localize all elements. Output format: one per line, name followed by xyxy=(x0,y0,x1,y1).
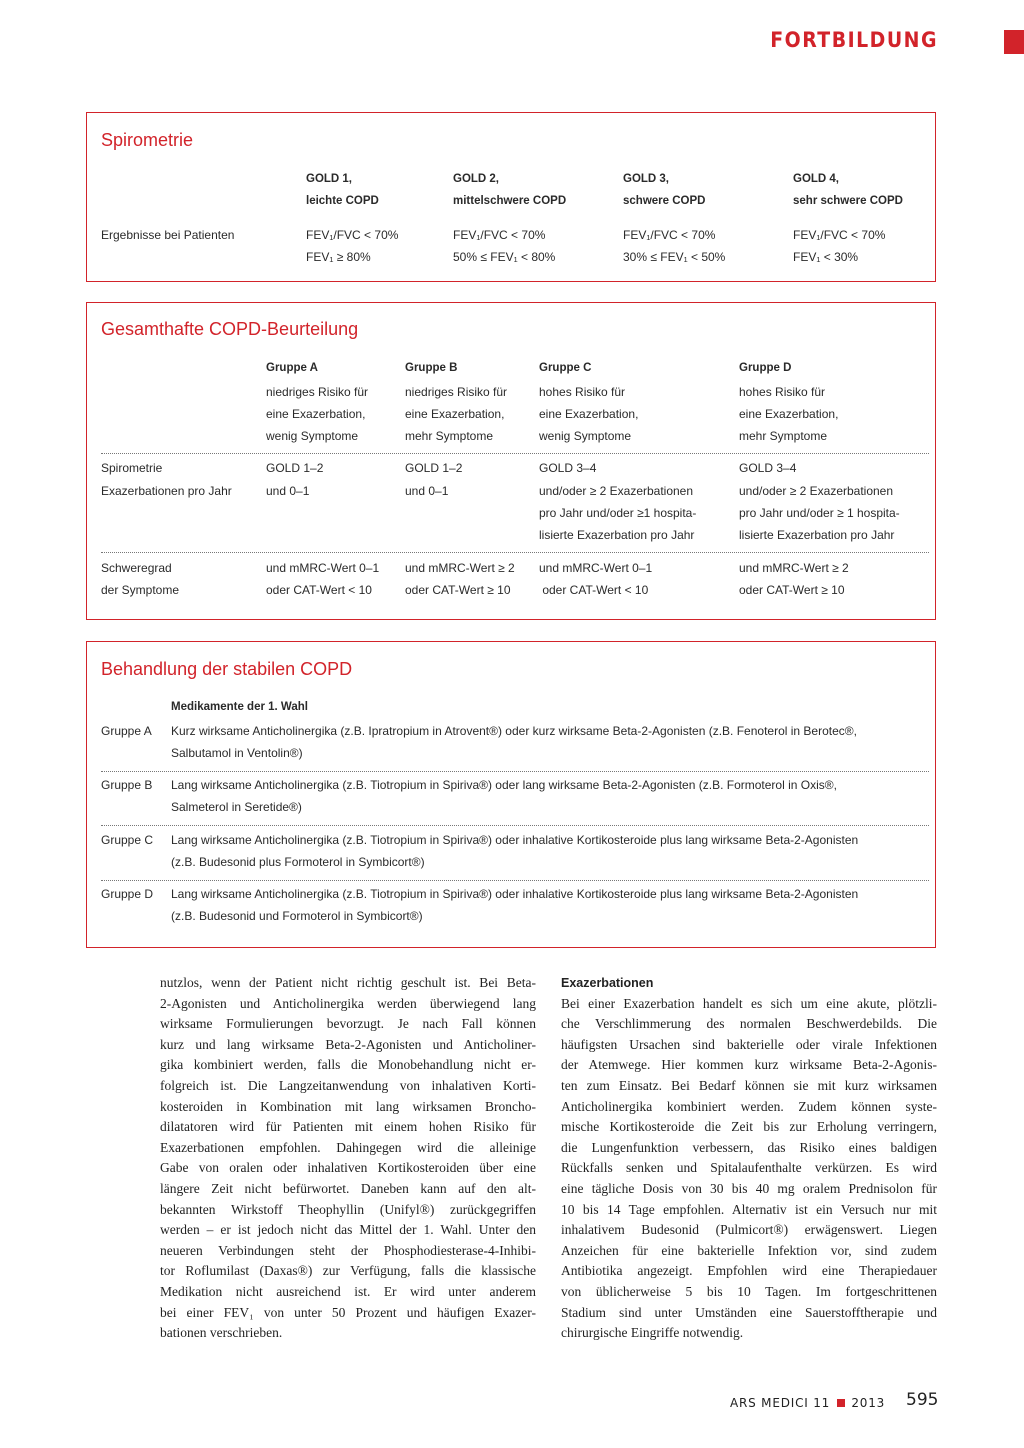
group-b-gold: GOLD 1–2 xyxy=(405,461,463,475)
gold3-label: GOLD 3, xyxy=(623,173,670,185)
body-right-column xyxy=(561,973,937,1344)
group-c-cat: oder CAT-Wert < 10 xyxy=(539,583,649,597)
behandlung-group-c: Gruppe C xyxy=(101,833,154,847)
group-c-exa2: pro Jahr und/oder ≥1 hospita- xyxy=(539,506,697,520)
gold3-value2: 30% ≤ FEV₁ < 50% xyxy=(623,250,726,264)
group-b-desc1: niedriges Risiko für xyxy=(405,385,508,399)
left-line: kosteroiden in Kombination mit lang wirksamen Broncho- xyxy=(160,1098,536,1114)
group-c-exa1: und/oder ≥ 2 Exazerbationen xyxy=(539,484,694,498)
behandlung-c-line2: (z.B. Budesonid plus Formoterol in Symbicort®) xyxy=(171,855,425,869)
left-line: tor Roflumilast (Daxas®) zur Verfügung, falls die klassische xyxy=(160,1263,536,1279)
behandlung-b-line2: Salmeterol in Seretide®) xyxy=(171,800,302,814)
group-a-cat: oder CAT-Wert < 10 xyxy=(266,583,372,597)
divider xyxy=(101,552,929,553)
gold2-label: GOLD 2, xyxy=(453,173,500,185)
schweregrad-label-1: Schweregrad xyxy=(101,561,172,575)
group-b-desc3: mehr Symptome xyxy=(405,429,494,443)
behandlung-a-line1: Kurz wirksame Anticholinergika (z.B. Ipratropium in Atrovent®) oder kurz wirksame Beta-2-Agonisten (z.B. Fenoterol in Berotec®, xyxy=(171,724,857,738)
medikamente-header: Medikamente der 1. Wahl xyxy=(171,701,308,713)
right-line: 10 bis 14 Tage empfohlen. Alternativ ist ein Versuch nur mit xyxy=(561,1201,937,1217)
left-line: nutzlos, wenn der Patient nicht richtig geschult ist. Bei Beta- xyxy=(160,975,536,990)
group-d-desc1: hohes Risiko für xyxy=(739,385,826,399)
group-d-exa2: pro Jahr und/oder ≥ 1 hospita- xyxy=(739,506,900,520)
group-b-desc2: eine Exazerbation, xyxy=(405,407,505,421)
gold2-value1: FEV₁/FVC < 70% xyxy=(453,228,546,242)
right-line: die Lungenfunktion verbessern, das Risiko eines baldigen xyxy=(561,1139,937,1155)
journal-name: ARS MEDICI 11 xyxy=(730,1396,831,1410)
behandlung-b-line1: Lang wirksame Anticholinergika (z.B. Tiotropium in Spiriva®) oder lang wirksame Beta-2-Agonisten (z.B. Formoterol in Oxis®, xyxy=(171,778,837,792)
body-left-column xyxy=(160,973,536,1344)
left-line: Gabe von oralen oder inhalativen Kortikosteroiden über eine xyxy=(160,1160,536,1176)
behandlung-c-line1: Lang wirksame Anticholinergika (z.B. Tiotropium in Spiriva®) oder inhalative Kortikosteroide plus lang wirksame Beta-2-Agonisten xyxy=(171,833,859,847)
gold4-value1: FEV₁/FVC < 70% xyxy=(793,228,886,242)
left-line: bationen verschrieben. xyxy=(160,1325,283,1341)
footer-journal xyxy=(730,1396,885,1410)
group-d-gold: GOLD 3–4 xyxy=(739,461,797,475)
section-marker xyxy=(1004,30,1024,54)
left-line: bekannten Wirkstoff Theophyllin (Unifyl®) zurückgegriffen xyxy=(160,1201,536,1217)
left-line: gika kombiniert werden, falls die Monobehandlung nicht er- xyxy=(160,1057,536,1073)
gold1-value1: FEV₁/FVC < 70% xyxy=(306,228,399,242)
left-line: dilatatoren wird für Patienten mit einem hohen Risiko für xyxy=(160,1119,536,1135)
group-c-desc1: hohes Risiko für xyxy=(539,385,626,399)
gold4-label: GOLD 4, xyxy=(793,173,840,185)
right-line: che Verschlimmerung des normalen Beschwerdebilds. Die xyxy=(561,1016,937,1032)
right-line: Anticholinergika kombiniert werden. Zudem können syste- xyxy=(561,1098,937,1114)
behandlung-a-line2: Salbutamol in Ventolin®) xyxy=(171,746,303,760)
behandlung-title: Behandlung der stabilen COPD xyxy=(101,659,353,679)
group-d-exa1: und/oder ≥ 2 Exazerbationen xyxy=(739,484,894,498)
gold1-value2: FEV₁ ≥ 80% xyxy=(306,250,371,264)
behandlung-group-d: Gruppe D xyxy=(101,887,154,901)
group-a-exa: und 0–1 xyxy=(266,484,310,498)
group-a-gold: GOLD 1–2 xyxy=(266,461,324,475)
group-d-mmrc: und mMRC-Wert ≥ 2 xyxy=(739,561,849,575)
right-line: Anzeichen für eine bakterielle Infektion vor, sind zudem xyxy=(561,1242,937,1258)
group-c-desc3: wenig Symptome xyxy=(539,429,632,443)
right-line: Stadium sind unter Umständen eine Sauerstofftherapie und xyxy=(561,1304,937,1320)
right-line: der Atemwege. Hier kommen kurz wirksame Beta-2-Agonis- xyxy=(561,1057,937,1073)
right-line: ten zum Einsatz. Bei Bedarf können sie mit kurz wirksamen xyxy=(561,1077,937,1093)
group-a-desc3: wenig Symptome xyxy=(266,429,359,443)
spirometrie-title: Spirometrie xyxy=(101,130,194,150)
gold3-desc: schwere COPD xyxy=(623,195,706,207)
behandlung-d-line2: (z.B. Budesonid und Formoterol in Symbicort®) xyxy=(171,909,423,923)
divider xyxy=(101,453,929,454)
left-line: wirksame Formulierungen bevorzugt. Je nach Fall können xyxy=(160,1016,536,1032)
divider xyxy=(101,771,929,772)
behandlung-d-line1: Lang wirksame Anticholinergika (z.B. Tiotropium in Spiriva®) oder inhalative Kortikosteroide plus lang wirksame Beta-2-Agonisten xyxy=(171,887,859,901)
group-a-name: Gruppe A xyxy=(266,362,318,374)
group-d-desc2: eine Exazerbation, xyxy=(739,407,839,421)
divider xyxy=(101,825,929,826)
left-line: bei einer FEV₁ von unter 50 Prozent und häufigen Exazer- xyxy=(160,1304,536,1320)
group-a-mmrc: und mMRC-Wert 0–1 xyxy=(266,561,380,575)
gold3-value1: FEV₁/FVC < 70% xyxy=(623,228,716,242)
right-line: Bei einer Exazerbation handelt es sich um eine akute, plötzli- xyxy=(561,995,937,1011)
group-b-exa: und 0–1 xyxy=(405,484,449,498)
gesamt-box xyxy=(86,302,936,620)
left-line: werden – er ist jedoch nicht das Mittel der 1. Wahl. Unter den xyxy=(160,1222,536,1238)
exazerbationen-heading: Exazerbationen xyxy=(561,976,654,990)
right-line: mische Kortikosteroide die Zeit bis zur Erholung verringern, xyxy=(561,1119,937,1135)
group-b-name: Gruppe B xyxy=(405,362,458,374)
right-line: Rückfalls senken und Spitalaufenthalte verkürzen. Es wird xyxy=(561,1160,937,1176)
group-d-exa3: lisierte Exazerbation pro Jahr xyxy=(739,528,895,542)
left-line: folgreich ist. Die Langzeitanwendung von inhalativen Korti- xyxy=(160,1077,536,1093)
left-line: Exazerbationen empfohlen. Dahingegen wird die alleinige xyxy=(160,1139,536,1155)
page-number: 595 xyxy=(906,1390,939,1410)
group-d-desc3: mehr Symptome xyxy=(739,429,828,443)
gold2-value2: 50% ≤ FEV₁ < 80% xyxy=(453,250,556,264)
left-line: neueren Verbindungen steht der Phosphodiesterase-4-Inhibi- xyxy=(160,1242,536,1258)
journal-year: 2013 xyxy=(851,1396,886,1410)
group-d-name: Gruppe D xyxy=(739,362,792,374)
gold2-desc: mittelschwere COPD xyxy=(453,195,567,207)
group-c-desc2: eine Exazerbation, xyxy=(539,407,639,421)
group-b-mmrc: und mMRC-Wert ≥ 2 xyxy=(405,561,515,575)
group-a-desc1: niedriges Risiko für xyxy=(266,385,369,399)
behandlung-group-a: Gruppe A xyxy=(101,724,152,738)
behandlung-group-b: Gruppe B xyxy=(101,778,153,792)
right-line: von üblicherweise 5 bis 10 Tagen. Im fortgeschrittenen xyxy=(561,1283,937,1299)
spirometrie-row-label: Spirometrie xyxy=(101,461,163,475)
right-line: inhalativem Budesonid (Pulmicort®) erwägenswert. Liegen xyxy=(561,1222,937,1238)
left-line: Medikation nicht ausreichend ist. Er wird unter anderem xyxy=(160,1283,536,1299)
group-c-name: Gruppe C xyxy=(539,362,592,374)
divider xyxy=(101,880,929,881)
right-line: Antibiotika angezeigt. Empfohlen wird eine Therapiedauer xyxy=(561,1263,937,1279)
group-c-exa3: lisierte Exazerbation pro Jahr xyxy=(539,528,695,542)
schweregrad-label-2: der Symptome xyxy=(101,583,180,597)
group-d-cat: oder CAT-Wert ≥ 10 xyxy=(739,583,845,597)
gesamt-title: Gesamthafte COPD-Beurteilung xyxy=(101,319,359,339)
gold1-desc: leichte COPD xyxy=(306,195,379,207)
row-label: Ergebnisse bei Patienten xyxy=(101,228,235,242)
group-a-desc2: eine Exazerbation, xyxy=(266,407,366,421)
footer-square-icon xyxy=(837,1399,845,1407)
right-line: häufigsten Ursachen sind bakterielle oder virale Infektionen xyxy=(561,1036,937,1052)
group-c-gold: GOLD 3–4 xyxy=(539,461,597,475)
spirometrie-box xyxy=(86,112,936,282)
gold4-value2: FEV₁ < 30% xyxy=(793,250,859,264)
gold1-label: GOLD 1, xyxy=(306,173,353,185)
left-line: 2-Agonisten und Anticholinergika werden überwiegend lang xyxy=(160,995,536,1011)
left-line: längere Zeit nicht befürwortet. Daneben kann auf den alt- xyxy=(160,1180,536,1196)
right-line: chirurgische Eingriffe notwendig. xyxy=(561,1325,744,1341)
behandlung-box xyxy=(86,641,936,948)
section-label: FORTBILDUNG xyxy=(770,28,938,52)
group-c-mmrc: und mMRC-Wert 0–1 xyxy=(539,561,653,575)
right-line: eine tägliche Dosis von 30 bis 40 mg oralem Prednisolon für xyxy=(561,1180,937,1196)
left-line: kurz und lang wirksame Beta-2-Agonisten und Anticholiner- xyxy=(160,1036,536,1052)
group-b-cat: oder CAT-Wert ≥ 10 xyxy=(405,583,511,597)
exazerbationen-row-label: Exazerbationen pro Jahr xyxy=(101,484,232,498)
gold4-desc: sehr schwere COPD xyxy=(793,195,903,207)
exazerbationen-text xyxy=(561,994,937,1344)
